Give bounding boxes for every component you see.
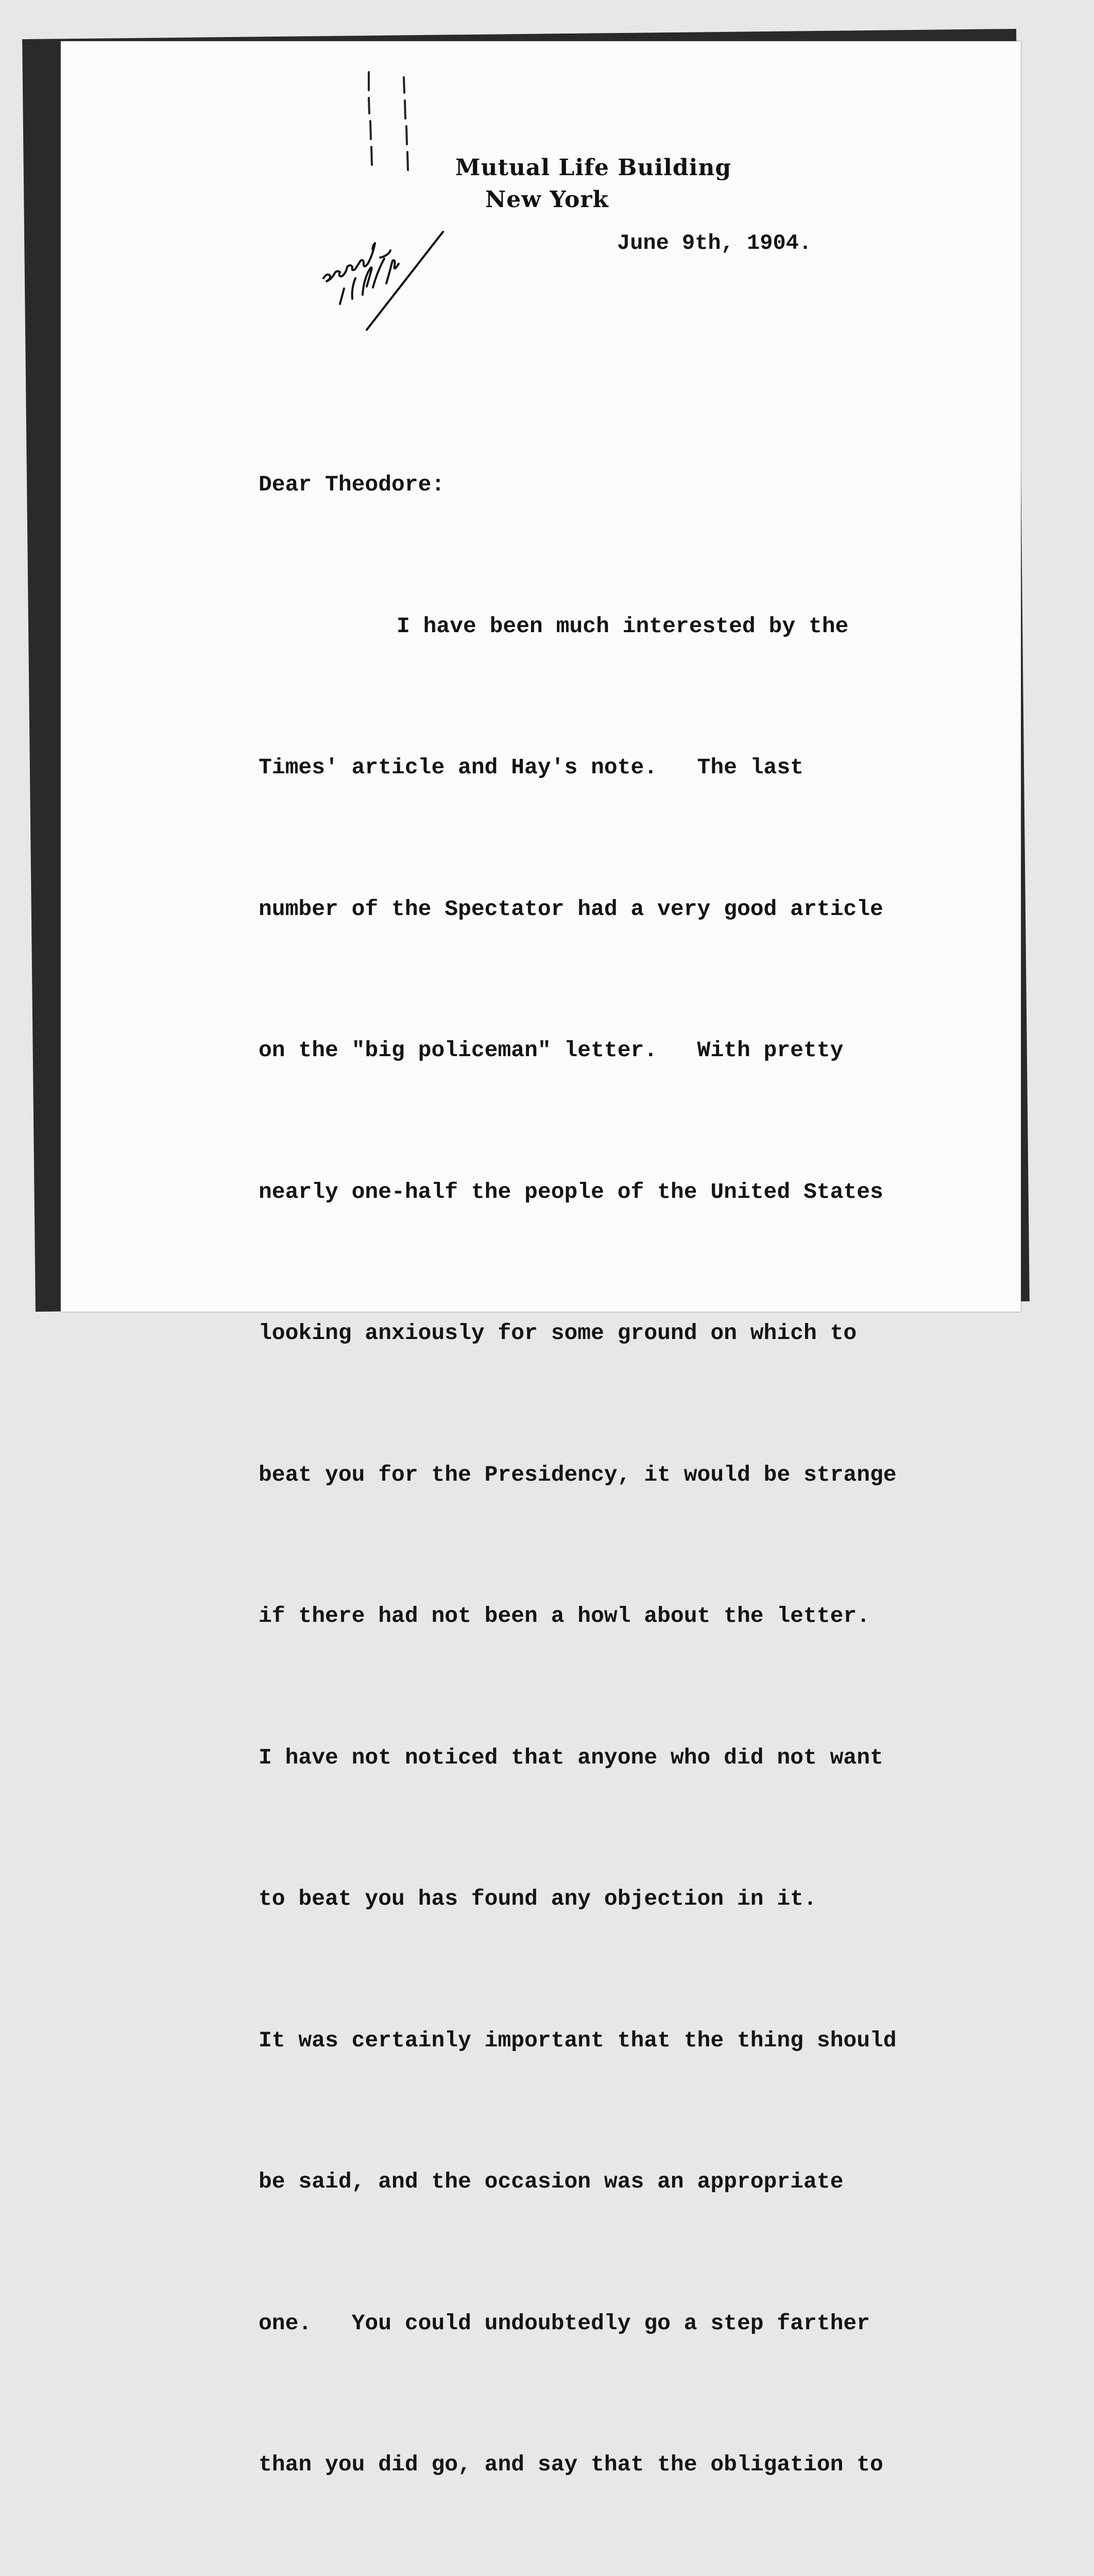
body-line: I have been much interested by the [397,613,849,639]
body-line: number of the Spectator had a very good article [259,896,883,922]
body-line: if there had not been a howl about the letter. [259,1603,870,1629]
body-line: I have not noticed that anyone who did not want [259,1744,883,1770]
body-line: Times' article and Hay's note. The last [259,755,804,780]
body-line: to beat you has found any objection in it. [259,1886,817,1911]
salutation: Dear Theodore: [259,472,445,497]
letter-body [259,367,897,2576]
body-line: looking anxiously for some ground on which to [259,1320,857,1346]
body-line: be said, and the occasion was an appropriate [259,2169,844,2194]
body-line: nearly one-half the people of the United States [259,1179,883,1205]
letter-date: June 9th, 1904. [617,231,812,256]
letterhead-building: Mutual Life Building [455,155,732,181]
body-line: than you did go, and say that the obligation to [259,2452,883,2477]
body-line: It was certainly important that the thing should [259,2027,897,2053]
body-line: on the "big policeman" letter. With pretty [259,1038,844,1063]
letterhead-city: New York [485,187,609,213]
body-line: one. You could undoubtedly go a step farther [259,2310,870,2336]
body-line: beat you for the Presidency, it would be strange [259,1462,897,1487]
